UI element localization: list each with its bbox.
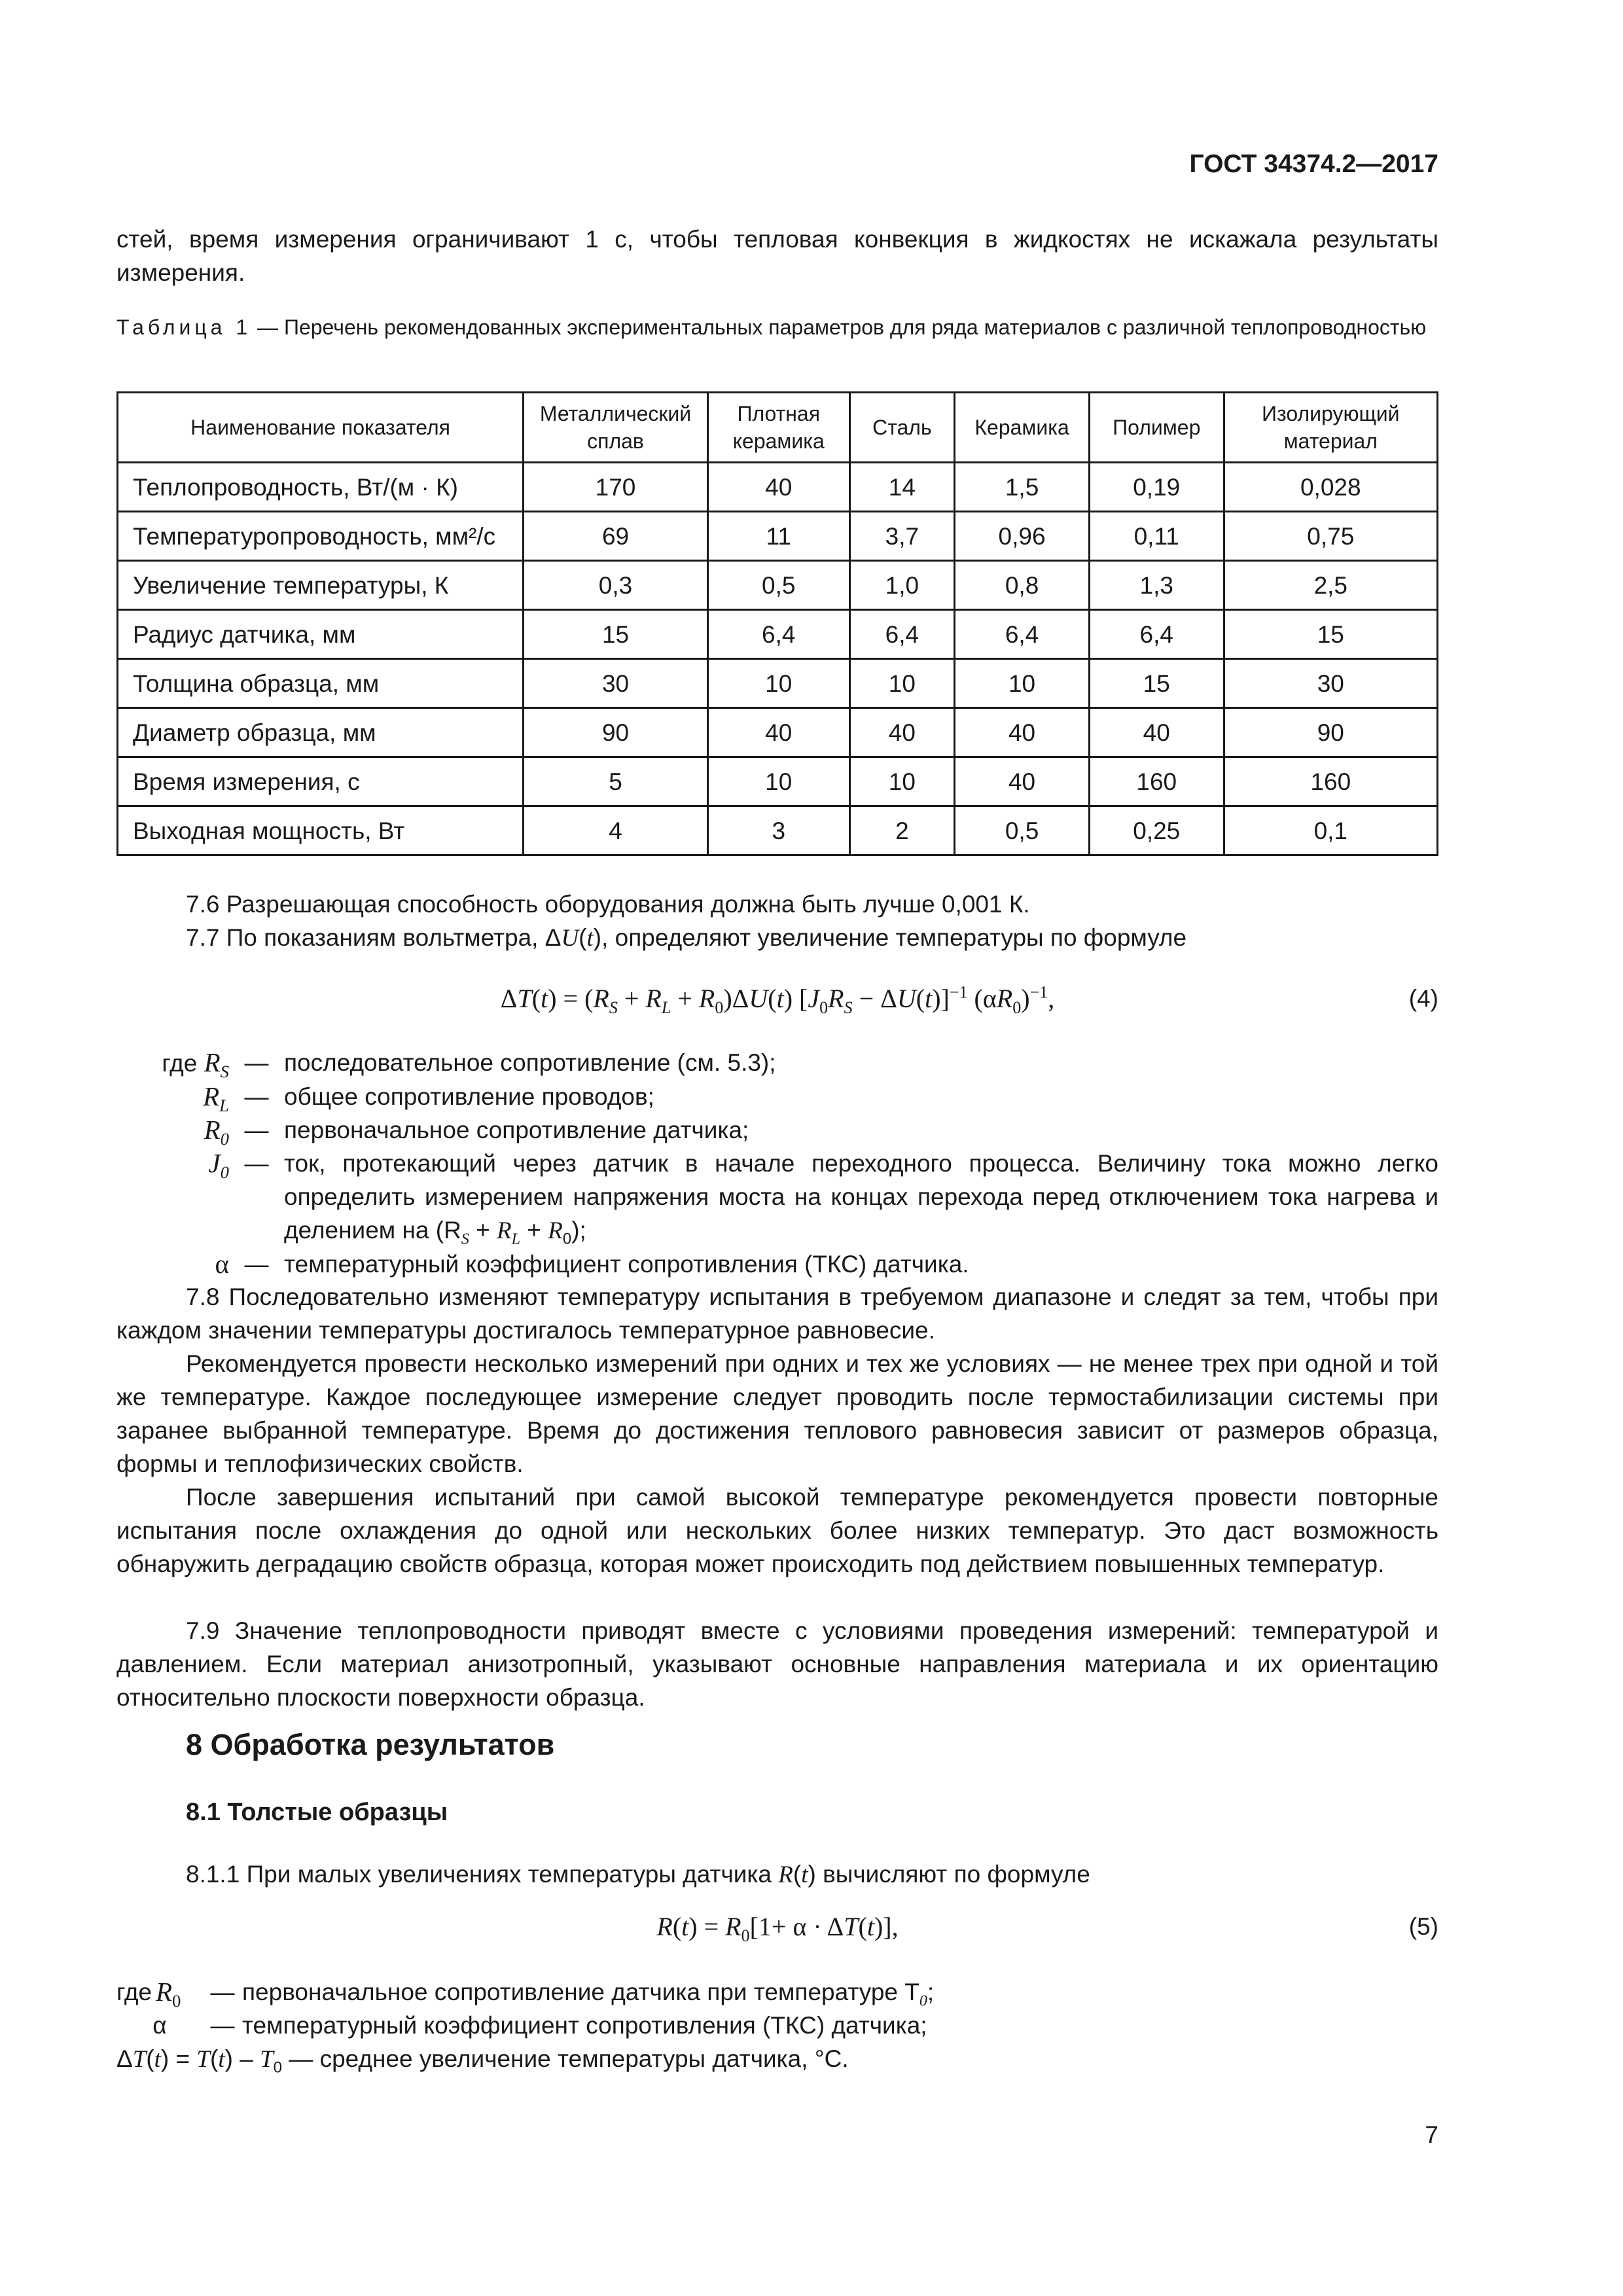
value-cell: 0,75 [1224,512,1437,561]
value-cell: 0,5 [707,561,849,610]
value-cell: 11 [707,512,849,561]
table-caption [116,313,1438,342]
definition-item: $J_0$ — ток, протекающий через датчик в начале переходного процесса. Величину тока можно легко определить измерением напряжения моста на концах перехода перед отключением тока нагрева и делением на $(R_S + R_L + R_0)$; [116,1147,1438,1247]
paragraph-7-6: 7.6 Разрешающая способность оборудования должна быть лучше 0,001 К. [186,891,1030,918]
row-name-cell: Время измерения, с [118,757,524,806]
value-cell: 0,19 [1089,463,1224,512]
definition-item: $R_L$ — общее сопротивление проводов; [116,1080,1438,1113]
formula-5 [116,1910,1438,1949]
table-caption-text: — Перечень рекомендованных экспериментальных параметров для ряда материалов с различной теплопроводностью [251,315,1427,339]
value-cell: 0,8 [955,561,1090,610]
col-header: Наименование показателя [118,393,524,463]
value-cell: 10 [955,659,1090,708]
where-list-1 [116,1046,1438,1281]
definition-item [116,2042,1438,2076]
paragraph-7-9: 7.9 Значение теплопроводности приводят вместе с условиями проведения измерений: температурой и давлением. Если материал анизотропный, указывают основные направления материала и их ориентацию относительно плоскости поверхности образца. [116,1617,1438,1711]
definition-text: — среднее увеличение температуры датчика, °С. [289,2045,849,2072]
page-number: 7 [1425,2121,1438,2148]
value-cell: 170 [524,463,708,512]
value-cell: 0,11 [1089,512,1224,561]
value-cell: 40 [1089,708,1224,757]
value-cell: 0,25 [1089,806,1224,855]
value-cell: 40 [955,757,1090,806]
definition-symbol: α [215,1249,229,1279]
value-cell: 1,3 [1089,561,1224,610]
value-cell: 40 [955,708,1090,757]
value-cell: 40 [707,708,849,757]
definition-text: последовательное сопротивление (см. 5.3); [284,1049,776,1076]
paragraph-8-1-1: 8.1.1 При малых увеличениях температуры датчика R(t) вычисляют по формуле [186,1861,1090,1888]
formula-5-expression: $R(t) = R_0[1+ \alpha \cdot \Delta T(t)]$, [656,1912,899,1945]
definition-item: $R_0$ — первоначальное сопротивление датчика; [116,1113,1438,1147]
table-header-row [118,393,1438,463]
definition-symbol: $R_L$ [203,1081,229,1116]
value-cell: 0,3 [524,561,708,610]
intro-paragraph: стей, время измерения ограничивают 1 с, чтобы тепловая конвекция в жидкостях не искажала результаты измерения. [116,226,1438,286]
value-cell: 40 [707,463,849,512]
col-header: Металлический сплав [524,393,708,463]
definition-item: α — температурный коэффициент сопротивления (ТКС) датчика. [116,1247,1438,1281]
value-cell: 10 [849,659,955,708]
value-cell: 0,96 [955,512,1090,561]
value-cell: 15 [1089,659,1224,708]
definition-item: α — температурный коэффициент сопротивления (ТКС) датчика; [116,2009,1438,2042]
value-cell: 15 [1224,610,1437,659]
formula-5-number: (5) [1408,1913,1438,1940]
table-row [118,512,1438,561]
value-cell: 69 [524,512,708,561]
col-header: Сталь [849,393,955,463]
value-cell: 14 [849,463,955,512]
value-cell: 30 [1224,659,1437,708]
value-cell: 40 [849,708,955,757]
value-cell: 2 [849,806,955,855]
value-cell: 160 [1089,757,1224,806]
definition-text: температурный коэффициент сопротивления (ТКС) датчика. [284,1251,969,1278]
definition-symbol: где $R_S$ [162,1047,229,1082]
table-row [118,708,1438,757]
col-header: Полимер [1089,393,1224,463]
where-list-2 [116,1975,1438,2076]
value-cell: 3 [707,806,849,855]
section-8-heading: 8 Обработка результатов [186,1728,555,1761]
value-cell: 10 [707,659,849,708]
formula-4-expression: $\Delta T(t) = (R_S + R_L + R_0)\Delta U(t) [J_0R_S - \Delta U(t)]^{-1}$ $(\alpha R_0)^{-1}$, [500,982,1055,1017]
table-row [118,806,1438,855]
value-cell: 1,0 [849,561,955,610]
value-cell: 2,5 [1224,561,1437,610]
value-cell: 0,028 [1224,463,1437,512]
formula-4 [116,982,1438,1021]
row-name-cell: Увеличение температуры, К [118,561,524,610]
value-cell: 90 [524,708,708,757]
value-cell: 160 [1224,757,1437,806]
value-cell: 6,4 [1089,610,1224,659]
parameters-table [116,391,1438,856]
value-cell: 1,5 [955,463,1090,512]
value-cell: 6,4 [849,610,955,659]
definition-item: где $R_S$ — последовательное сопротивление (см. 5.3); [116,1046,1438,1080]
formula-4-number: (4) [1408,985,1438,1012]
table-body [118,463,1438,855]
table-row [118,463,1438,512]
value-cell: 0,1 [1224,806,1437,855]
value-cell: 10 [849,757,955,806]
row-name-cell: Выходная мощность, Вт [118,806,524,855]
table-row [118,610,1438,659]
table-row [118,561,1438,610]
definition-text: первоначальное сопротивление датчика при температуре $T_0$; [242,1979,935,2010]
row-name-cell: Температуропроводность, мм²/с [118,512,524,561]
definition-symbol: $\Delta T(t) = T(t) - T_0$ [116,2045,283,2077]
definition-symbol: $J_0$ [208,1148,229,1183]
document-header: ГОСТ 34374.2—2017 [1189,150,1438,178]
value-cell: 90 [1224,708,1437,757]
paragraph-after-tests: После завершения испытаний при самой высокой температуре рекомендуется провести повторные испытания после охлаждения до одной или нескольких более низких температур. Это даст возможность обнаружить деградацию свойств образца, которая может происходить под действием повышенных температур. [116,1484,1438,1577]
paragraph-7-7: 7.7 По показаниям вольтметра, ΔU(t), определяют увеличение температуры по формуле [186,924,1187,952]
paragraph-7-8: 7.8 Последовательно изменяют температуру испытания в требуемом диапазоне и следят за тем, чтобы при каждом значении температуры достигалось температурное равновесие. [116,1283,1438,1344]
value-cell: 0,5 [955,806,1090,855]
paragraph-recommendation: Рекомендуется провести несколько измерений при одних и тех же условиях — не менее трех при одной и той же температуре. Каждое последующее измерение следует проводить после термостабилизации системы при заранее выбранной температуре. Время до достижения теплового равновесия зависит от размеров образца, формы и теплофизических свойств. [116,1350,1438,1477]
definition-text: температурный коэффициент сопротивления (ТКС) датчика; [242,2012,927,2039]
row-name-cell: Теплопроводность, Вт/(м · К) [118,463,524,512]
value-cell: 4 [524,806,708,855]
value-cell: 30 [524,659,708,708]
definition-text: ток, протекающий через датчик в начале переходного процесса. Величину тока можно легко определить измерением напряжения моста на концах перехода перед отключением тока нагрева и делением на $(R_S + R_L + R_0)$; [284,1150,1438,1248]
value-cell: 6,4 [955,610,1090,659]
value-cell: 6,4 [707,610,849,659]
definition-text: первоначальное сопротивление датчика; [284,1117,749,1143]
value-cell: 15 [524,610,708,659]
row-name-cell: Радиус датчика, мм [118,610,524,659]
section-8-1-heading: 8.1 Толстые образцы [186,1799,448,1826]
table-row [118,659,1438,708]
document-page [116,0,1438,2296]
col-header: Изолирующий материал [1224,393,1437,463]
value-cell: 3,7 [849,512,955,561]
row-name-cell: Толщина образца, мм [118,659,524,708]
definition-item: где $R_0$ — первоначальное сопротивление датчика при температуре $T_0$; [116,1977,935,2011]
definition-symbol: $R_0$ [204,1115,229,1149]
table-caption-prefix: Таблица 1 [116,315,252,339]
col-header: Плотная керамика [707,393,849,463]
definition-text: общее сопротивление проводов; [284,1083,654,1110]
table-row [118,757,1438,806]
value-cell: 10 [707,757,849,806]
value-cell: 5 [524,757,708,806]
col-header: Керамика [955,393,1090,463]
row-name-cell: Диаметр образца, мм [118,708,524,757]
